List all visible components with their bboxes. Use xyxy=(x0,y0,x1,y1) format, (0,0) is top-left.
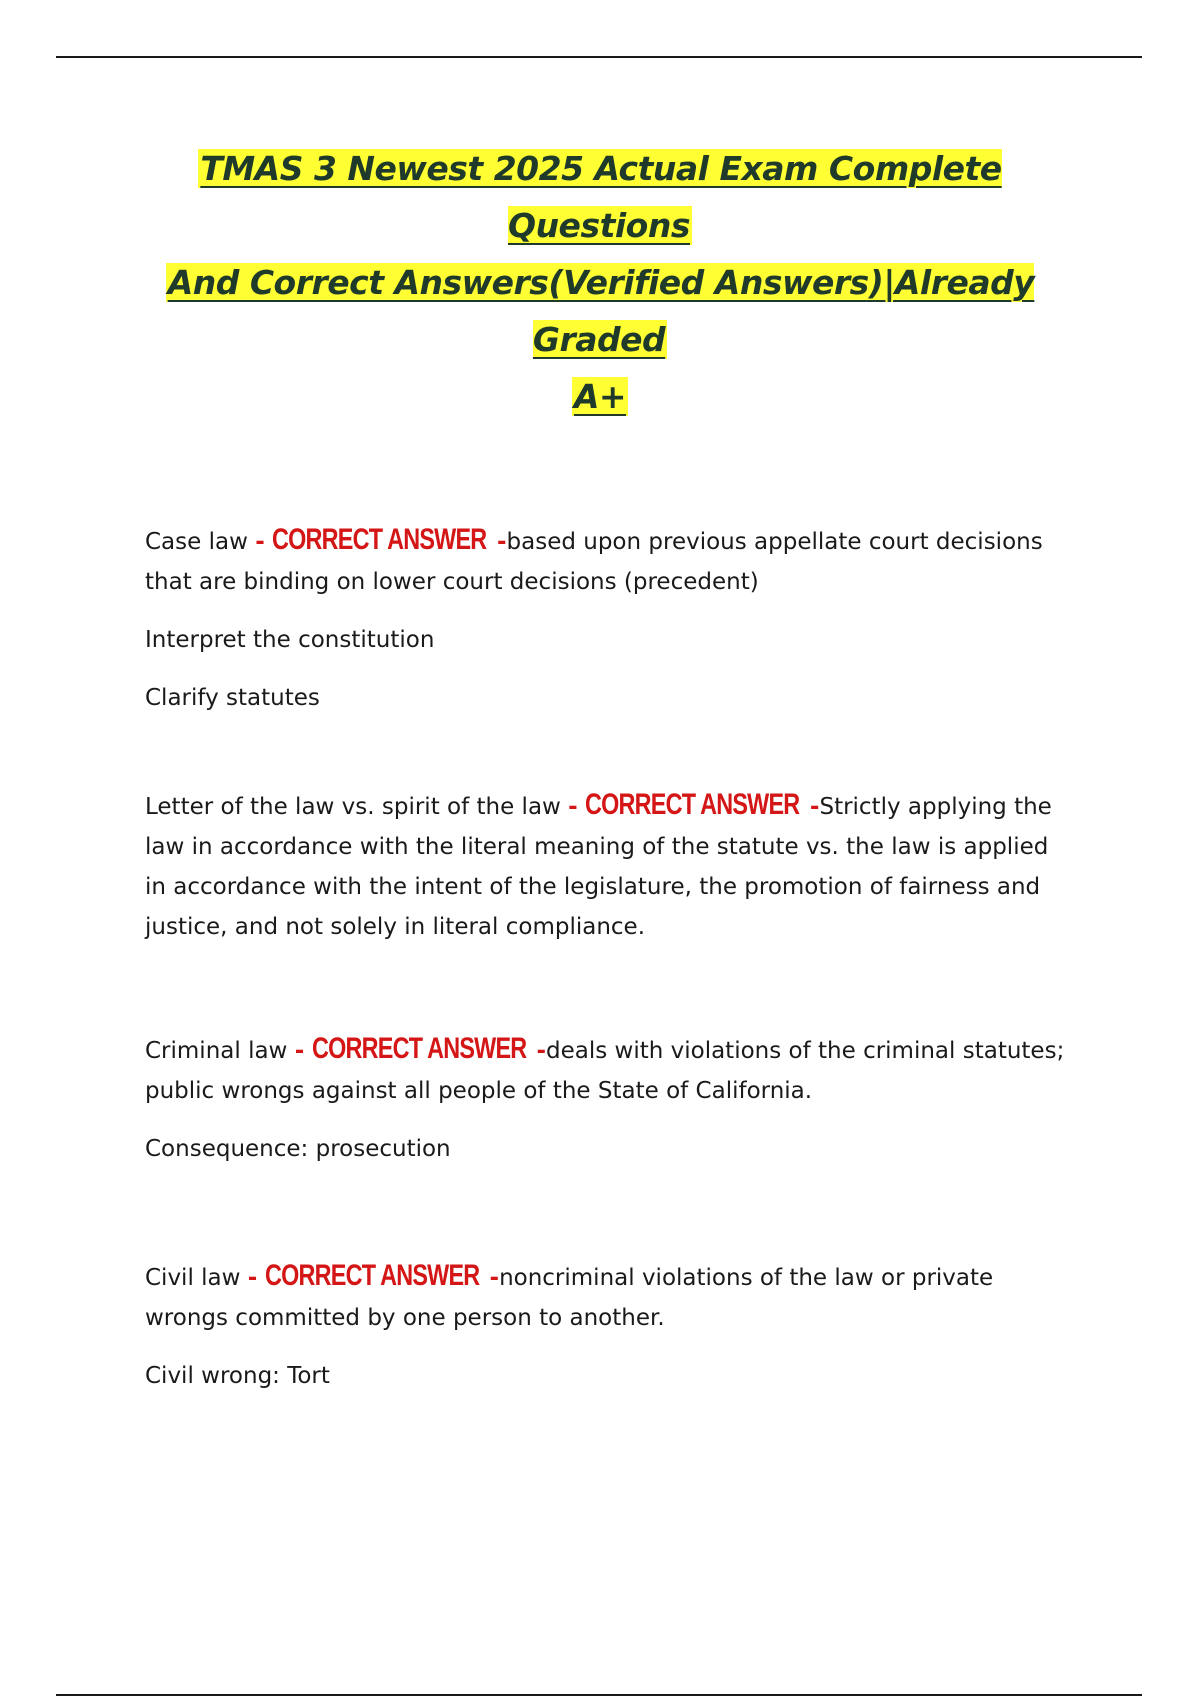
entry-note: Consequence: prosecution xyxy=(145,1136,451,1162)
entry-separator: - xyxy=(489,1265,500,1291)
entry-separator: - xyxy=(294,1038,305,1064)
entry-separator: - xyxy=(496,529,507,555)
title-line-1: TMAS 3 Newest 2025 Actual Exam Complete Questions xyxy=(200,149,1002,245)
top-rule xyxy=(56,56,1142,58)
qa-line xyxy=(145,785,1075,947)
title-line-3: A+ xyxy=(573,377,627,416)
entry-term: Case law xyxy=(145,529,248,555)
qa-content xyxy=(145,520,1075,1396)
entry-separator: - xyxy=(809,794,820,820)
entry-answer: deals with violations of the criminal statutes; public wrongs against all people of the State of California. xyxy=(145,1038,1065,1104)
correct-answer-marker: CORRECT ANSWER xyxy=(272,523,487,556)
qa-entry-case-law xyxy=(145,520,1075,785)
qa-line xyxy=(145,1029,1075,1111)
correct-answer-marker: CORRECT ANSWER xyxy=(264,1259,480,1292)
entry-term: Criminal law xyxy=(145,1038,288,1064)
correct-answer-marker: CORRECT ANSWER xyxy=(585,788,800,821)
document-title xyxy=(120,140,1080,425)
qa-line xyxy=(145,520,1075,602)
entry-separator: - xyxy=(247,1265,258,1291)
qa-entry-criminal-law xyxy=(145,1029,1075,1256)
qa-line xyxy=(145,1256,1075,1338)
bottom-rule xyxy=(56,1694,1142,1696)
entry-separator: - xyxy=(568,794,578,820)
title-line-2: And Correct Answers(Verified Answers)|Already Graded xyxy=(167,263,1035,359)
entry-term: Letter of the law vs. spirit of the law xyxy=(145,794,561,820)
entry-separator: - xyxy=(536,1038,546,1064)
entry-answer: Strictly applying the law in accordance with the literal meaning of the statute vs. the law is applied in accordance with the intent of the legislature, the promotion of fairness and justice, and not solely in literal compliance. xyxy=(145,794,1052,940)
qa-entry-letter-spirit xyxy=(145,785,1075,1029)
entry-note: Interpret the constitution xyxy=(145,627,435,653)
entry-note: Clarify statutes xyxy=(145,685,320,711)
entry-separator: - xyxy=(255,529,265,555)
entry-term: Civil law xyxy=(145,1265,241,1291)
entry-note: Civil wrong: Tort xyxy=(145,1363,330,1389)
correct-answer-marker: CORRECT ANSWER xyxy=(311,1032,526,1065)
qa-entry-civil-law xyxy=(145,1256,1075,1396)
entry-answer: based upon previous appellate court decisions that are binding on lower court decisions (precedent) xyxy=(145,529,1043,595)
entry-answer: noncriminal violations of the law or private wrongs committed by one person to another. xyxy=(145,1265,994,1331)
